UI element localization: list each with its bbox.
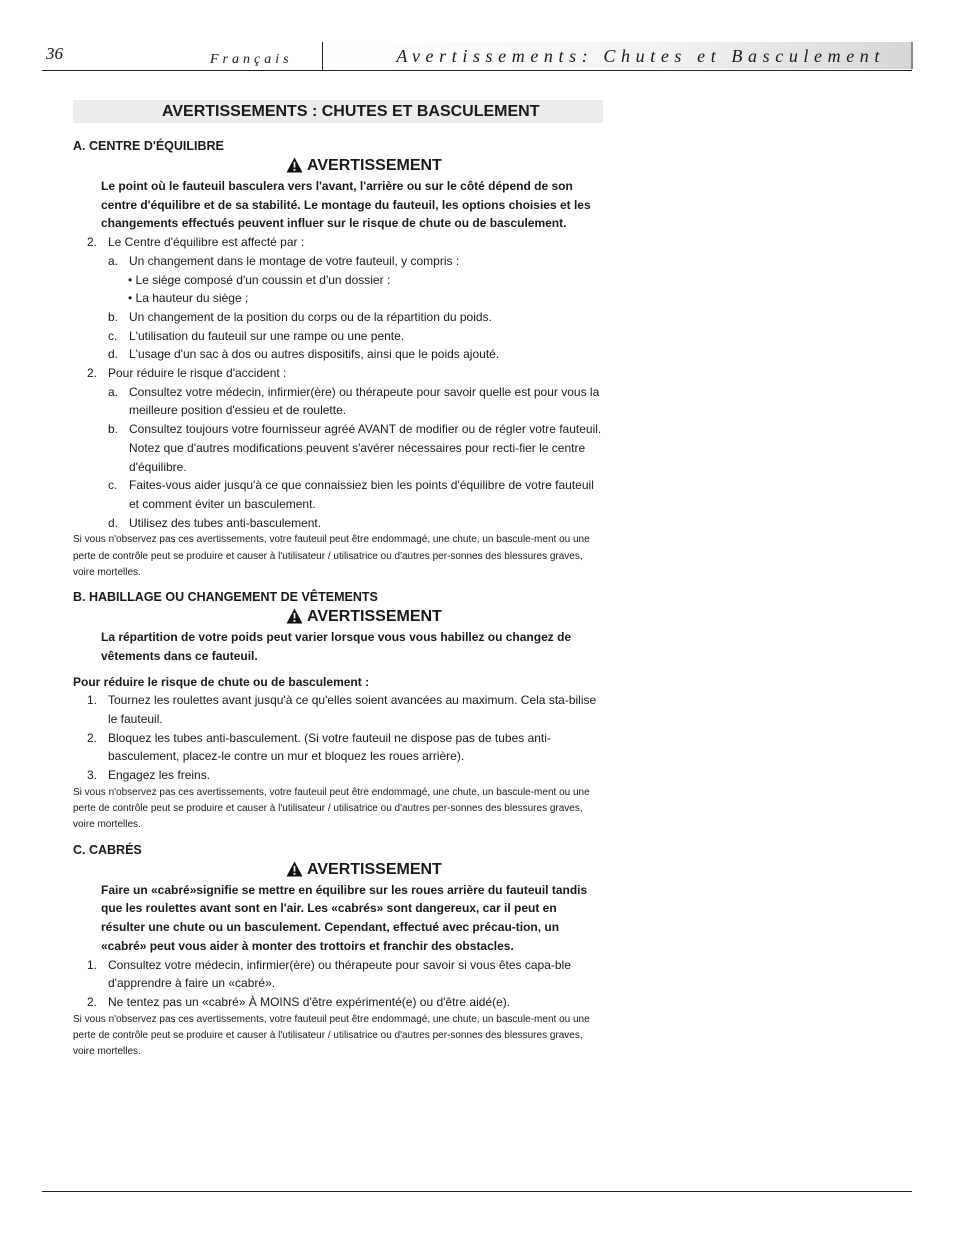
notice-text: Si vous n'observez pas ces avertissements, votre fauteuil peut être endommagé, une chute, un bascule-ment ou une perte de contrôle peut se produire et causer à l'utilisateur / utilisatrice ou d'autres per-sonnes des blessures graves, voire mortelles. — [73, 1013, 590, 1058]
list-marker: 1. — [87, 693, 98, 708]
page-content — [73, 100, 603, 1061]
warning-triangle-icon — [286, 608, 303, 624]
bullet-item-text: • Le siège composé d'un coussin et d'un dossier : — [128, 272, 391, 287]
warning-triangle-icon — [286, 157, 303, 173]
list-item — [73, 327, 603, 346]
reduce-risk-label: Pour réduire le risque de chute ou de basculement : — [73, 674, 370, 689]
list-marker: b. — [108, 422, 119, 437]
section-b-heading: B. HABILLAGE OU CHANGEMENT DE VÊTEMENTS — [73, 590, 378, 605]
list-item — [73, 514, 603, 533]
list-marker: b. — [108, 309, 119, 324]
warning-text: La répartition de votre poids peut varier lorsque vous vous habillez ou changez de vêtements dans ce fauteuil. — [101, 630, 572, 663]
list-item-text: Consultez votre médecin, infirmier(ère) ou thérapeute pour savoir si vous êtes capa-ble d'apprendre à faire un «cabré». — [108, 957, 571, 991]
list-marker: d. — [108, 515, 119, 530]
header-title-band — [323, 42, 913, 69]
header-title: Avertissements: Chutes et Basculement — [396, 46, 885, 66]
list-item-text: Le Centre d'équilibre est affecté par : — [108, 235, 305, 250]
list-item — [73, 420, 603, 476]
section-a-heading: A. CENTRE D'ÉQUILIBRE — [73, 139, 224, 153]
list-item-text: Bloquez les tubes anti-basculement. (Si votre fauteuil ne dispose pas de tubes anti-basculement, placez-le contre un mur et bloquez les roues arrière). — [108, 730, 551, 764]
list-marker: 1. — [87, 957, 98, 972]
list-item — [73, 729, 603, 766]
bullet-item — [73, 271, 603, 290]
list-marker: 2. — [87, 366, 98, 381]
list-item-text: L'usage d'un sac à dos ou autres dispositifs, ainsi que le poids ajouté. — [129, 347, 500, 362]
list-item-text: L'utilisation du fauteuil sur une rampe ou une pente. — [129, 328, 405, 343]
list-item-text: Consultez toujours votre fournisseur agréé AVANT de modifier ou de régler votre fauteuil. Notez que d'autres modifications peuvent s'avérer nécessaires pour recti-fier le centre d'équilibre. — [129, 422, 602, 474]
list-item — [73, 383, 603, 420]
list-marker: a. — [108, 253, 119, 268]
list-item-text: Ne tentez pas un «cabré» À MOINS d'être expérimenté(e) ou d'être aidé(e). — [108, 994, 511, 1009]
warning-heading — [286, 155, 603, 177]
bullet-item — [73, 289, 603, 308]
list-item-text: Consultez votre médecin, infirmier(ère) ou thérapeute pour savoir quelle est pour vous la meilleure position d'essieu et de roulette. — [129, 384, 600, 418]
list-item-text: Un changement de la position du corps ou de la répartition du poids. — [129, 309, 492, 324]
section-c-heading: C. CABRÉS — [73, 842, 142, 857]
page-number: 36 — [46, 44, 63, 63]
footer-rule — [42, 1191, 912, 1192]
list-item — [73, 364, 603, 383]
warning-text: Le point où le fauteuil basculera vers l'avant, l'arrière ou sur le côté dépend de son centre d'équilibre et de sa stabilité. Le montage du fauteuil, les options choisies et les changements effectués peuvent influer sur le risque de chute ou de basculement. — [101, 179, 591, 231]
list-marker: c. — [108, 328, 118, 343]
notice-text: Si vous n'observez pas ces avertissements, votre fauteuil peut être endommagé, une chute, un bascule-ment ou une perte de contrôle peut se produire et causer à l'utilisateur / utilisatrice ou d'autres per-sonnes des blessures graves, voire mortelles. — [73, 786, 590, 831]
list-item-text: Utilisez des tubes anti-basculement. — [129, 515, 322, 530]
page-title: AVERTISSEMENTS : CHUTES ET BASCULEMENT — [73, 100, 603, 123]
list-marker: 2. — [87, 994, 98, 1009]
section-a — [73, 138, 603, 581]
warning-heading — [286, 859, 603, 881]
list-item — [73, 308, 603, 327]
list-item — [73, 993, 603, 1012]
list-item — [73, 345, 603, 364]
list-item — [73, 956, 603, 993]
list-item-text: Faites-vous aider jusqu'à ce que connaissiez bien les points d'équilibre de votre fauteuil et comment éviter un basculement. — [129, 478, 594, 511]
section-c — [73, 842, 603, 1061]
list-marker: 3. — [87, 768, 98, 783]
list-item-text: Pour réduire le risque d'accident : — [108, 366, 287, 381]
warning-heading — [286, 606, 603, 628]
list-item-text: Un changement dans le montage de votre fauteuil, y compris : — [129, 253, 460, 268]
list-marker: c. — [108, 478, 118, 493]
warning-text: Faire un «cabré»signifie se mettre en équilibre sur les roues arrière du fauteuil tandis que les roulettes avant sont en l'air. Les «cabrés» sont dangereux, car il peut en résulter une chute ou un basculement. Cependant, effectué avec précau-tion, un «cabré» peut vous aider à monter des trottoirs et franchir des obstacles. — [101, 882, 588, 953]
warning-label: AVERTISSEMENT — [307, 608, 442, 626]
list-item — [73, 233, 603, 252]
warning-label: AVERTISSEMENT — [307, 157, 442, 174]
list-item — [73, 691, 603, 728]
list-marker: d. — [108, 347, 119, 362]
bullet-item-text: • La hauteur du siège ; — [128, 291, 249, 306]
list-marker: a. — [108, 384, 119, 399]
list-item-text: Tournez les roulettes avant jusqu'à ce qu'elles soient avancées au maximum. Cela sta-bilise le fauteuil. — [108, 693, 597, 727]
header-language: Français — [210, 52, 293, 67]
list-item — [73, 476, 603, 513]
header-rule — [42, 70, 912, 71]
list-marker: 2. — [87, 730, 98, 745]
list-item — [73, 766, 603, 785]
warning-triangle-icon — [286, 861, 303, 877]
notice-text: Si vous n'observez pas ces avertissements, votre fauteuil peut être endommagé, une chute, un bascule-ment ou une perte de contrôle peut se produire et causer à l'utilisateur / utilisatrice ou d'autres per-sonnes des blessures graves, voire mortelles. — [73, 534, 590, 578]
warning-label: AVERTISSEMENT — [307, 860, 442, 878]
list-marker: 2. — [87, 235, 98, 250]
section-b — [73, 589, 603, 834]
list-item — [73, 252, 603, 271]
list-item-text: Engagez les freins. — [108, 768, 211, 783]
